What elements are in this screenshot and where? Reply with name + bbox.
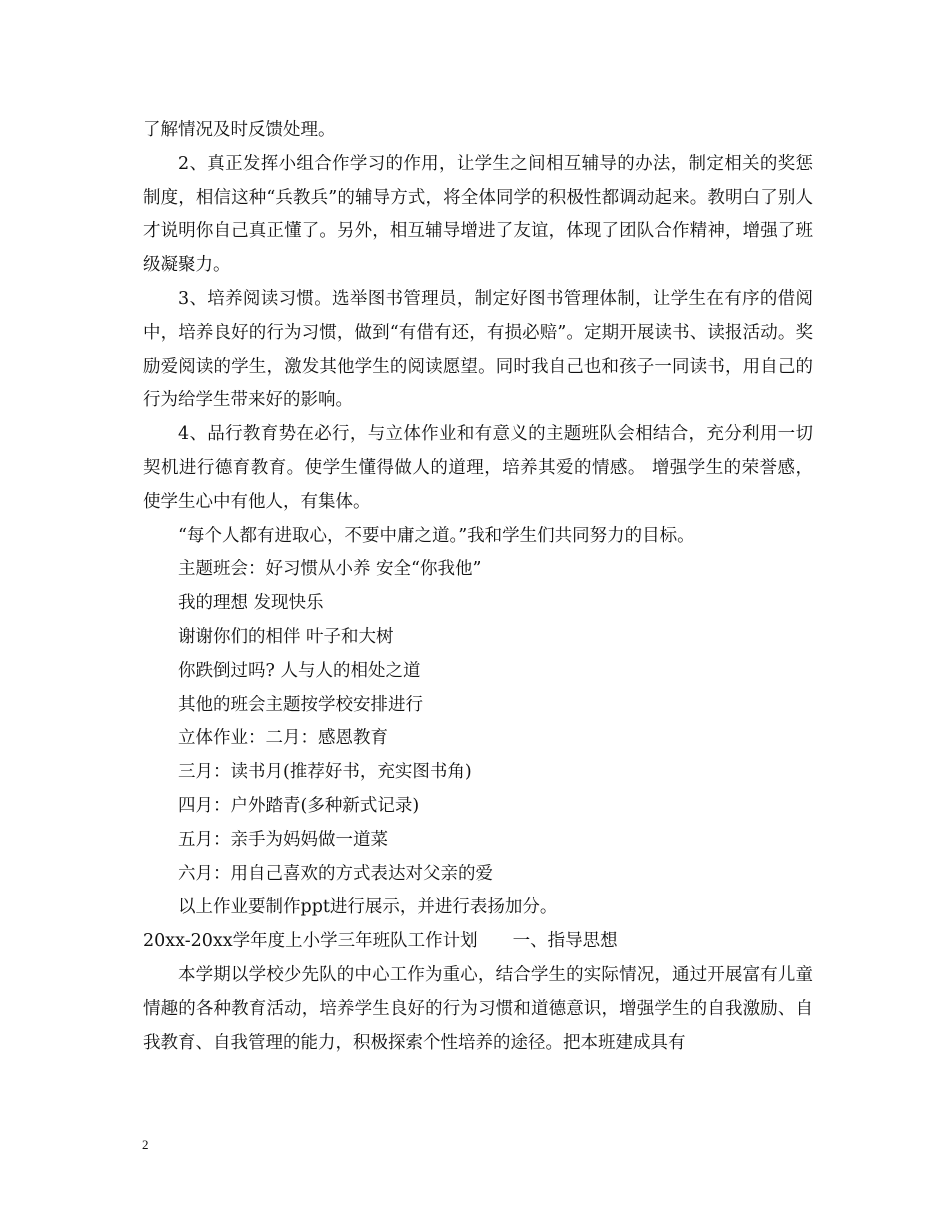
theme-meeting-line: 主题班会：好习惯从小养 安全“你我他” [178,559,482,580]
homework-line: 以上作业要制作ppt进行展示，并进行表扬加分。 [178,897,558,918]
guiding-thought-paragraph: 本学期以学校少先队的中心工作为重心，结合学生的实际情况，通过开展富有儿童情趣的各种教育活动，培养学生良好的行为习惯和道德意识，增强学生的自我激励、自我教育、自我管理的能力，积极探索个性培养的途径。把本班建成具有 [143,964,813,1053]
theme-meeting-line: 你跌倒过吗? 人与人的相处之道 [178,660,421,681]
theme-meeting-line: 其他的班会主题按学校安排进行 [178,694,423,715]
homework-line: 六月：用自己喜欢的方式表达对父亲的爱 [178,863,493,884]
homework-line: 五月：亲手为妈妈做一道菜 [178,829,388,850]
section-heading: 20xx-20xx学年度上小学三年班队工作计划 一、指导思想 [143,931,618,952]
paragraph-item-3: 3、培养阅读习惯。选举图书管理员，制定好图书管理体制，让学生在有序的借阅中，培养良好的行为习惯，做到“有借有还，有损必赔”。定期开展读书、读报活动。奖励爱阅读的学生，激发其他学生的阅读愿望。同时我自己也和孩子一同读书，用自己的行为给学生带来好的影响。 [143,288,813,411]
document-body [143,114,813,1060]
theme-meeting-line: 我的理想 发现快乐 [178,593,324,614]
homework-line: 三月：读书月(推荐好书，充实图书角) [178,762,472,783]
homework-line: 四月：户外踏青(多种新式记录) [178,795,420,816]
theme-meeting-line: 谢谢你们的相伴 叶子和大树 [178,626,394,647]
motto-line: “每个人都有进取心，不要中庸之道。”我和学生们共同努力的目标。 [178,525,695,546]
paragraph-item-4: 4、品行教育势在必行，与立体作业和有意义的主题班队会相结合，充分利用一切契机进行德育教育。使学生懂得做人的道理，培养其爱的情感。 增强学生的荣誉感，使学生心中有他人，有集体。 [143,424,813,512]
homework-line: 立体作业：二月：感恩教育 [178,728,388,749]
paragraph-item-2: 2、真正发挥小组合作学习的作用，让学生之间相互辅导的办法，制定相关的奖惩制度，相信这种“兵教兵”的辅导方式，将全体同学的积极性都调动起来。教明白了别人才说明你自己真正懂了。另外，相互辅导增进了友谊，体现了团队合作精神，增强了班级凝聚力。 [143,153,813,276]
paragraph-continuation: 了解情况及时反馈处理。 [143,120,336,140]
page-number: 2 [142,1137,149,1152]
